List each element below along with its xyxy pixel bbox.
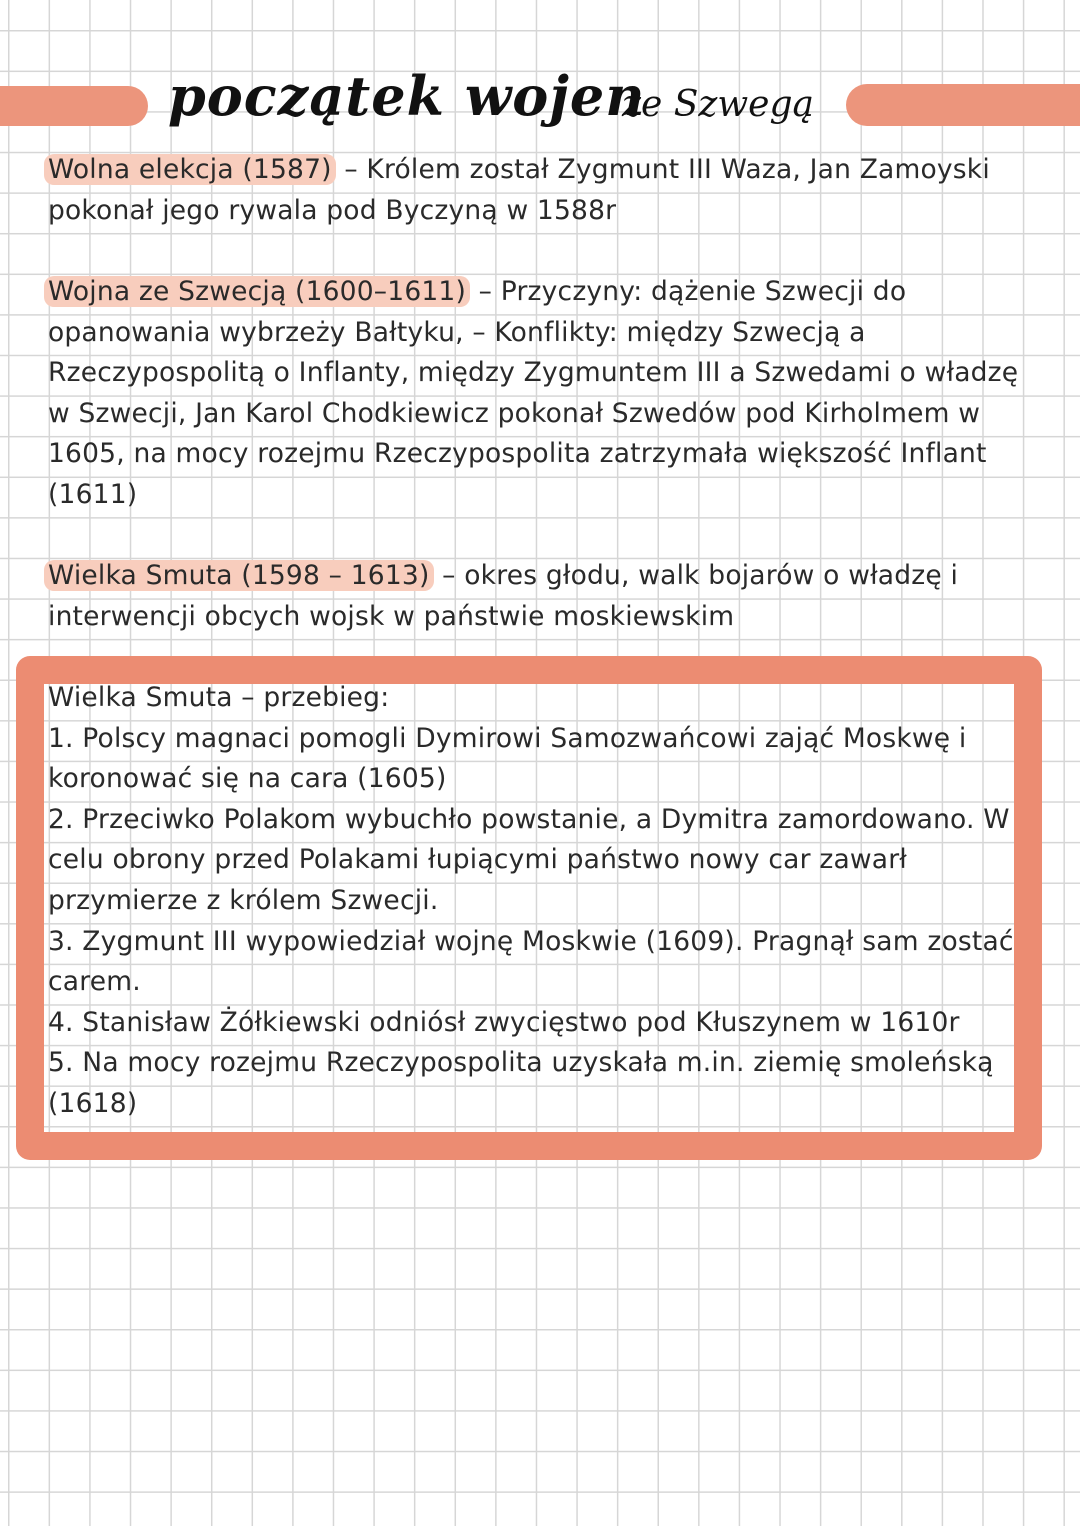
list-item: 3. Zygmunt III wypowiedział wojnę Moskwie (1609). Pragnął sam zostać carem. <box>48 925 1014 998</box>
section-wojna <box>48 272 1038 516</box>
list-item: 2. Przeciwko Polakom wybuchło powstanie, a Dymitra zamordowano. W celu obrony przed Polakami łupiącymi państwo nowy car zawarł przymierze z królem Szwecji. <box>48 803 1010 916</box>
section-smuta <box>48 556 1008 637</box>
title-decoration-left <box>0 86 148 126</box>
section-heading-wojna: Wojna ze Szwecją (1600–1611) <box>44 276 470 307</box>
section-text-smuta: – okres głodu, walk bojarów o władzę i interwencji obcych wojsk w państwie moskiewskim <box>48 560 959 632</box>
section-elekcja <box>48 150 1038 231</box>
list-item: 1. Polscy magnaci pomogli Dymirowi Samozwańcowi zająć Moskwę i koronować się na cara (1605) <box>48 722 967 795</box>
przebieg-list <box>48 678 1028 1125</box>
section-text-wojna: – Przyczyny: dążenie Szwecji do opanowania wybrzeży Bałtyku, – Konflikty: między Szwecją a Rzeczypospolitą o Inflanty, między Zygmuntem III a Szwedami o władzę w Szwecji, Jan Karol Chodkiewicz pokonał Szwedów pod Kirholmem w 1605, na mocy rozejmu Rzeczypospolita zatrzymała większość Inflant (1611) <box>48 276 1019 510</box>
section-heading-elekcja: Wolna elekcja (1587) <box>44 154 336 185</box>
title-decoration-right <box>846 84 1080 126</box>
list-item: 4. Stanisław Żółkiewski odniósł zwycięstwo pod Kłuszynem w 1610r <box>48 1006 960 1038</box>
section-text-elekcja: – Królem został Zygmunt III Waza, Jan Zamoyski pokonał jego rywala pod Byczyną w 1588r <box>48 154 990 226</box>
list-item: 5. Na mocy rozejmu Rzeczypospolita uzyskała m.in. ziemię smoleńską (1618) <box>48 1047 994 1119</box>
page-title: początek wojen <box>168 64 646 128</box>
przebieg-heading: Wielka Smuta – przebieg: <box>48 682 390 713</box>
section-heading-smuta: Wielka Smuta (1598 – 1613) <box>44 560 434 591</box>
page-subtitle: ze Szwegą <box>622 84 814 125</box>
